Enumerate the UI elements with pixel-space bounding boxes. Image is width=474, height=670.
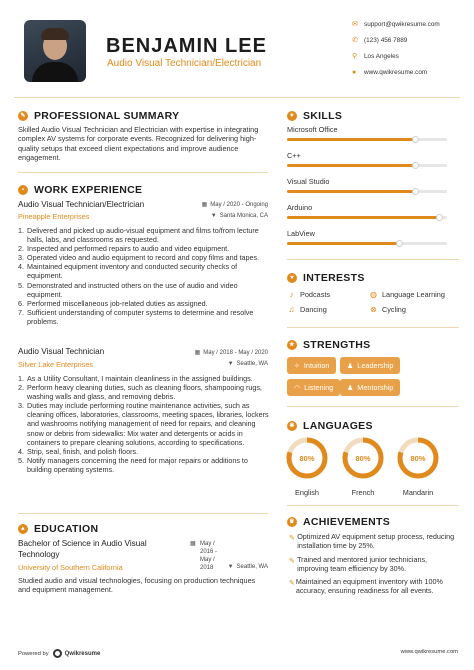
- skill-bar-fill: [287, 190, 415, 193]
- contact-website[interactable]: [352, 64, 462, 80]
- avatar-hair: [41, 28, 69, 40]
- list-item: 1. As a Utility Consultant, I maintain cleanliness in the assigned buildings.: [18, 374, 253, 383]
- job-dates-text: May / 2020 - Ongoing: [210, 202, 268, 208]
- powered-by: [18, 649, 100, 658]
- skill-bar-fill: [287, 216, 439, 219]
- list-item: 2. Inspected and performed repairs to audio and video equipment.: [18, 244, 230, 254]
- list-item: 5. Notify managers concerning the need for major repairs or additions to building operating systems.: [18, 455, 248, 474]
- skill-bar: [287, 190, 447, 193]
- job-dates: [190, 201, 268, 208]
- bicycle-icon: ⊗: [370, 305, 377, 314]
- contact-email-text: support@qwikresume.com: [364, 20, 440, 28]
- phone-icon: ✆: [352, 37, 358, 44]
- microphone-icon: ♪: [289, 290, 294, 299]
- education-school: University of Southern California: [18, 563, 123, 572]
- languages-divider: [287, 505, 459, 506]
- qwikresume-logo-icon: [53, 649, 62, 658]
- education-heading-text: EDUCATION: [34, 523, 99, 535]
- experience-divider: [18, 513, 268, 514]
- interests-heading: [287, 272, 365, 284]
- interest-label: Cycling: [382, 305, 406, 314]
- section-bullet-icon: ✎: [18, 111, 28, 121]
- resume-header: [0, 0, 474, 92]
- education-dates-row: May /: [200, 557, 215, 563]
- strength-tag: [340, 357, 400, 374]
- language-ring: [393, 436, 443, 480]
- language-item: [338, 436, 388, 497]
- job-location-text: Seattle, WA: [236, 361, 268, 367]
- interest-item: [369, 305, 406, 314]
- link-icon: ●: [352, 68, 357, 76]
- skill-bar-knob: [412, 136, 419, 143]
- interest-item: [287, 305, 327, 314]
- experience-heading: [18, 184, 142, 196]
- list-item: 7. Sufficient understanding of computer systems to determine and resolve problems.: [18, 307, 254, 326]
- list-item: 3. Operated video and audio equipment to record and copy films and tapes.: [18, 253, 260, 263]
- skill-bar-knob: [436, 214, 443, 221]
- contact-phone[interactable]: [352, 32, 462, 48]
- interests-heading-text: INTERESTS: [303, 272, 365, 284]
- skills-heading: [287, 110, 342, 122]
- job-company: Silver Lake Enterprises: [18, 360, 94, 369]
- achievement-item: [289, 578, 459, 596]
- language-name: English: [295, 488, 319, 497]
- graduation-cap-icon: ▲: [19, 526, 27, 532]
- users-icon: ♟: [347, 362, 354, 370]
- location-pin-icon: ▼: [210, 213, 217, 219]
- list-item: 6. Performed miscellaneous job-related duties as assigned.: [18, 298, 208, 308]
- pencil-icon: ✎: [289, 535, 295, 542]
- skill-item: [287, 125, 447, 141]
- interest-label: Podcasts: [300, 290, 331, 299]
- avatar-body: [32, 62, 78, 82]
- skill-bar-knob: [412, 162, 419, 169]
- briefcase-icon: ▪: [18, 185, 28, 195]
- strength-label: Intuition: [303, 361, 330, 370]
- job-dates: [170, 349, 268, 356]
- list-item: 4. Strip, seal, finish, and polish floors.: [18, 446, 139, 456]
- skill-bar-fill: [287, 138, 415, 141]
- skill-bar-knob: [396, 240, 403, 247]
- language-percent: 80%: [355, 454, 371, 463]
- heart-icon: ♥: [287, 273, 297, 283]
- job-location-text: Santa Monica, CA: [219, 213, 268, 219]
- list-item: 4. Maintained equipment inventory and conducted security checks of equipment.: [18, 262, 238, 281]
- language-icon: ✱: [287, 421, 297, 431]
- strength-tag: [287, 357, 336, 374]
- brand-name[interactable]: Qwikresume: [64, 650, 101, 657]
- summary-text: Skilled Audio Visual Technician and Electrician with expertise in integrating complex AV systems for corporate events. Recognized for delivering high-quality setups that exceed client expectations and improve audience engagement.: [18, 125, 259, 162]
- skill-label: C++: [287, 151, 301, 160]
- achievement-item: [289, 533, 459, 551]
- language-item: [393, 436, 443, 497]
- education-location: [212, 564, 268, 570]
- calendar-icon: ▦: [194, 350, 201, 356]
- pencil-icon: ✎: [289, 580, 295, 587]
- skill-bar-fill: [287, 242, 399, 245]
- experience-heading-text: WORK EXPERIENCE: [34, 184, 143, 196]
- job-company: Pineapple Enterprises: [18, 212, 90, 221]
- contact-website-text: www.qwikresume.com: [364, 68, 428, 76]
- strength-label: Leadership: [357, 361, 394, 370]
- achievement-text: Optimized AV equipment setup process, reducing installation time by 25%.: [297, 532, 455, 550]
- list-item: 3. Duties may include performing routine maintenance activities, such as cleaning offices, laboratories, classrooms, meeting spaces, libraries, lockers and washrooms notifying management of need for repairs, and cleaning snow or debris from sidewalks: Mix water and detergents or acids in containers to prepare cleaning solutions, according to specifications.: [18, 401, 269, 447]
- skill-label: Arduino: [287, 203, 313, 212]
- skill-label: Visual Studio: [287, 177, 330, 186]
- language-item: [282, 436, 332, 497]
- language-percent: 80%: [299, 454, 315, 463]
- skill-bar-fill: [287, 164, 415, 167]
- education-dates-row: 2018: [200, 565, 214, 571]
- education-description: Studied audio and visual technologies, focusing on production techniques and equipment management.: [18, 576, 256, 595]
- skill-item: [287, 177, 447, 193]
- list-item: 5. Demonstrated and instructed others on the use of audio and video equipment.: [18, 280, 238, 299]
- contact-location-text: Los Angeles: [364, 52, 399, 60]
- location-pin-icon: ⚲: [352, 53, 358, 60]
- trophy-icon: ♛: [287, 517, 297, 527]
- language-ring: [282, 436, 332, 480]
- location-pin-icon: ▼: [227, 361, 234, 367]
- job-dates-text: May / 2018 - May / 2020: [203, 350, 268, 356]
- skill-item: [287, 203, 447, 219]
- language-name: French: [351, 488, 375, 497]
- footer-url[interactable]: www.qwikresume.com: [400, 649, 458, 655]
- strength-label: Listening: [304, 383, 334, 392]
- header-divider: [14, 97, 460, 98]
- achievements-heading: [287, 516, 390, 528]
- interests-divider: [287, 327, 459, 328]
- skill-item: [287, 151, 447, 167]
- education-dates-row: 2016 -: [200, 549, 218, 555]
- achievement-text: Trained and mentored junior technicians, improving team efficiency by 30%.: [297, 555, 428, 573]
- skill-label: LabView: [287, 229, 315, 238]
- language-ring: [338, 436, 388, 480]
- strength-tag: [340, 379, 400, 396]
- envelope-icon: ✉: [352, 21, 358, 28]
- skill-bar: [287, 216, 447, 219]
- avatar: [24, 20, 86, 82]
- pencil-icon: ✎: [289, 558, 295, 565]
- strengths-heading-text: STRENGTHS: [303, 339, 371, 351]
- contact-email[interactable]: [352, 16, 462, 32]
- strengths-divider: [287, 406, 459, 407]
- summary-heading-text: PROFESSIONAL SUMMARY: [34, 110, 180, 122]
- job-bullets: [18, 226, 270, 326]
- skills-heading-text: SKILLS: [303, 110, 343, 122]
- globe-icon: ◍: [370, 290, 377, 299]
- list-item: 2. Perform heavy cleaning duties, such as cleaning floors, shampooing rugs, washing walls and glass, and removing debris.: [18, 383, 262, 402]
- job-location: [190, 361, 268, 367]
- powered-by-label: Powered by: [18, 650, 49, 657]
- footer: [0, 640, 474, 670]
- achievements-heading-text: ACHIEVEMENTS: [303, 516, 391, 528]
- intuition-icon: ✧: [294, 362, 300, 370]
- music-icon: ♫: [288, 305, 295, 314]
- list-item: 1. Delivered and picked up audio-visual equipment and films to/from lecture halls, labs, and classrooms as requested.: [18, 226, 259, 245]
- education-degree-line: Bachelor of Science in Audio Visual: [18, 539, 147, 548]
- summary-divider: [18, 172, 268, 173]
- interest-item: [287, 290, 330, 299]
- interest-label: Dancing: [300, 305, 327, 314]
- strength-tag: [287, 379, 340, 396]
- job-location: [190, 213, 268, 219]
- education-degree: [18, 539, 188, 560]
- skill-bar-knob: [412, 188, 419, 195]
- achievement-text: Maintained an equipment inventory with 100% accuracy, ensuring readiness for all events.: [295, 577, 443, 595]
- job-title: Audio Visual Technician: [18, 347, 105, 356]
- education-degree-line: Technology: [18, 549, 60, 559]
- location-pin-icon: ▼: [227, 564, 234, 570]
- candidate-title: Audio Visual Technician/Electrician: [107, 58, 262, 69]
- education-heading: [18, 523, 98, 535]
- skill-bar: [287, 138, 447, 141]
- education-dates-row: ▦ May /: [190, 541, 215, 547]
- summary-heading: [18, 110, 179, 122]
- calendar-icon: ▦: [201, 202, 208, 208]
- skills-divider: [287, 259, 459, 260]
- contact-location: [352, 48, 462, 64]
- education-location-text: Seattle, WA: [236, 564, 268, 570]
- strength-label: Mentorship: [357, 383, 394, 392]
- contact-block: [352, 16, 462, 80]
- skill-label: Microsoft Office: [287, 125, 338, 134]
- star-icon: ★: [287, 340, 297, 350]
- job-bullets: [18, 374, 270, 474]
- headphones-icon: ◠: [294, 384, 301, 392]
- interest-item: [369, 290, 445, 299]
- languages-heading: [287, 420, 373, 432]
- skill-bar: [287, 164, 447, 167]
- language-name: Mandarin: [402, 488, 434, 497]
- skill-bar: [287, 242, 447, 245]
- contact-phone-text: (123) 456 7889: [364, 36, 408, 44]
- skill-item: [287, 229, 447, 245]
- achievement-item: [289, 556, 459, 574]
- job-title: Audio Visual Technician/Electrician: [18, 200, 145, 209]
- strengths-heading: [287, 339, 370, 351]
- interest-label: Language Learning: [382, 290, 445, 299]
- mentor-icon: ♟: [347, 384, 354, 392]
- languages-heading-text: LANGUAGES: [303, 420, 373, 432]
- candidate-name: BENJAMIN LEE: [106, 35, 267, 57]
- calendar-icon: ▦: [190, 541, 196, 547]
- language-percent: 80%: [410, 454, 426, 463]
- lightbulb-icon: ✦: [287, 111, 297, 121]
